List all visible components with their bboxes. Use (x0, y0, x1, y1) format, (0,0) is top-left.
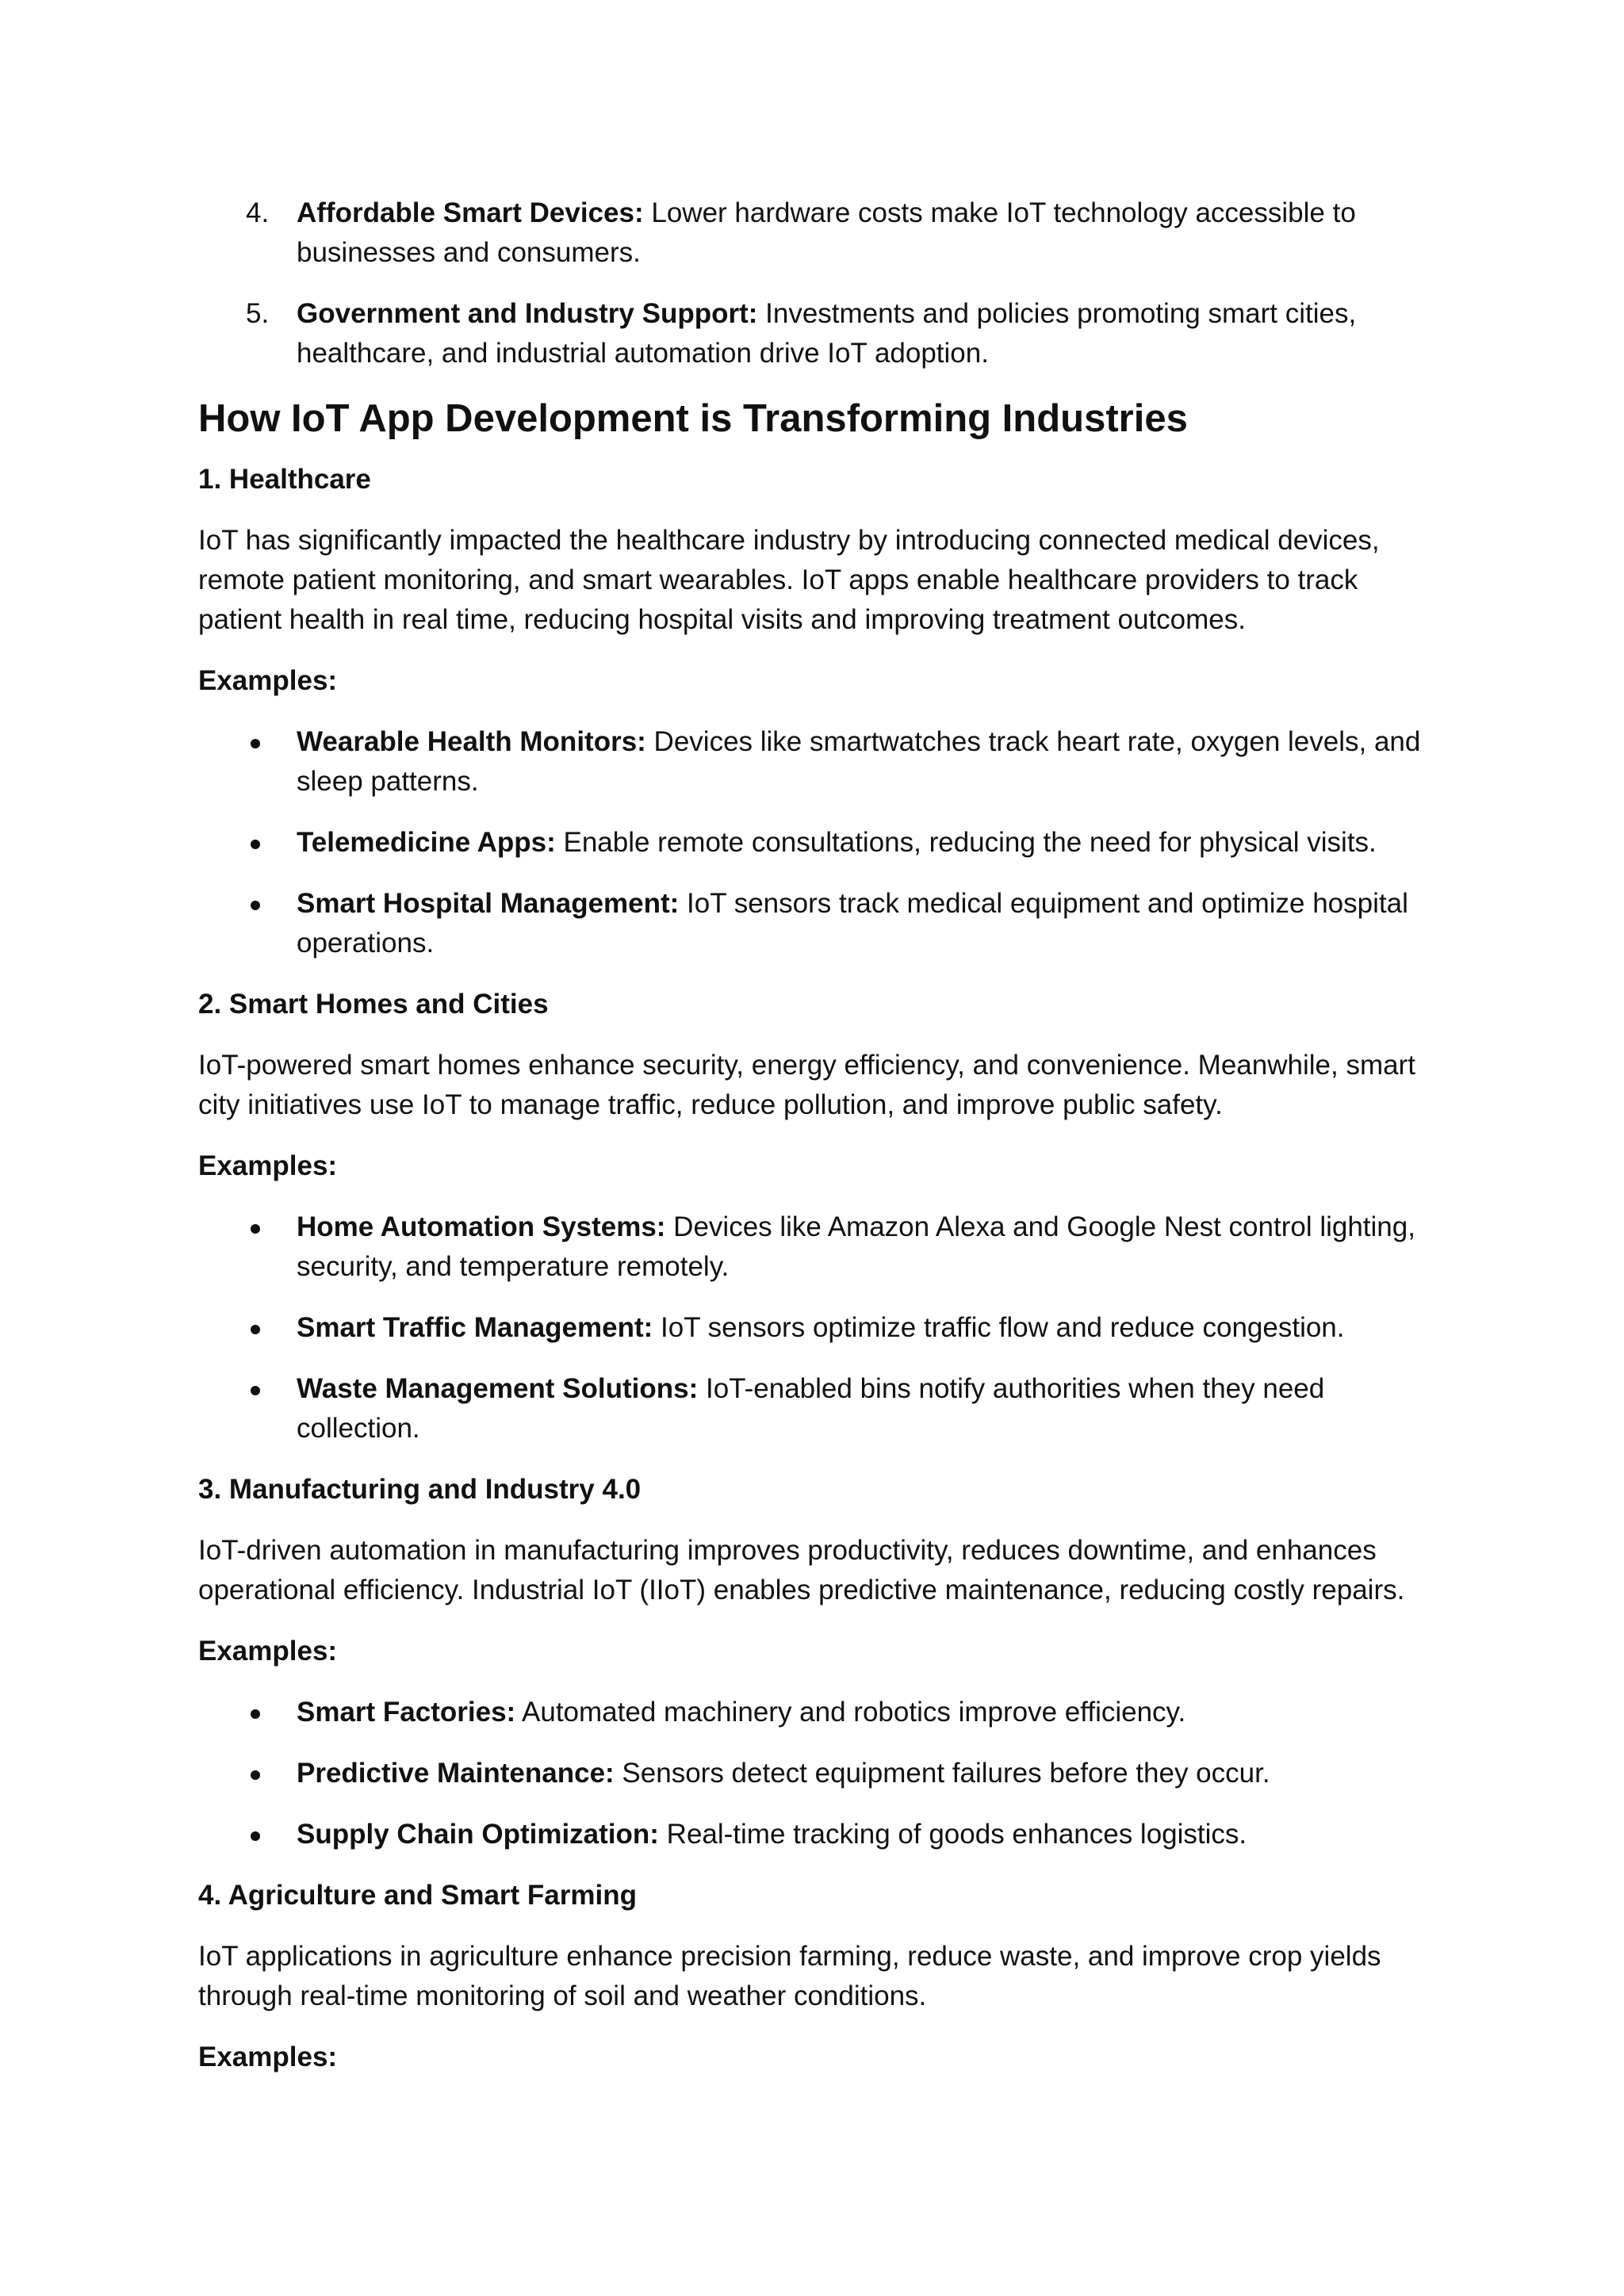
bullet-list (198, 1207, 1435, 1448)
bullet-list (198, 1693, 1435, 1854)
list-item-title: Telemedicine Apps: (297, 827, 556, 858)
section-heading: 3. Manufacturing and Industry 4.0 (198, 1474, 642, 1505)
list-item-title: Smart Hospital Management: (297, 888, 680, 919)
list-item-text: Real-time tracking of goods enhances logistics. (658, 1819, 1247, 1850)
list-item (198, 294, 1435, 373)
list-item-text: Sensors detect equipment failures before they occur. (614, 1758, 1270, 1789)
list-item (198, 1815, 1435, 1854)
list-item (198, 1693, 1435, 1732)
bullet-icon (251, 1386, 260, 1395)
section-heading: 1. Healthcare (198, 464, 371, 495)
list-item-title: Predictive Maintenance: (297, 1758, 615, 1789)
numbered-list (198, 193, 1435, 373)
section-paragraph: IoT has significantly impacted the healthcare industry by introducing connected medical devices, remote patient monitoring, and smart wearables. IoT apps enable healthcare providers to track patient health in real time, reducing hospital visits and improving treatment outcomes. (198, 525, 1380, 635)
bullet-icon (251, 1325, 260, 1334)
list-item-text: Enable remote consultations, reducing the need for physical visits. (555, 827, 1377, 858)
section-smart-homes (198, 985, 1435, 1448)
list-item-title: Smart Traffic Management: (297, 1312, 653, 1343)
section-paragraph: IoT applications in agriculture enhance precision farming, reduce waste, and improve crop yields through real-time monitoring of soil and weather conditions. (198, 1941, 1381, 2011)
bullet-icon (251, 739, 260, 748)
list-item-text: Lower hardware costs make IoT technology accessible to businesses and consumers. (297, 197, 1356, 268)
list-item (198, 1369, 1435, 1448)
list-item (198, 1754, 1435, 1793)
section-paragraph: IoT-driven automation in manufacturing improves productivity, reduces downtime, and enhances operational efficiency. Industrial IoT (IIoT) enables predictive maintenance, reducing costly repairs. (198, 1535, 1405, 1605)
list-item (198, 193, 1435, 273)
list-item-text: Investments and policies promoting smart cities, healthcare, and industrial automation drive IoT adoption. (297, 298, 1357, 369)
list-number: 4. (246, 197, 270, 228)
list-item (198, 722, 1435, 802)
list-item-title: Supply Chain Optimization: (297, 1819, 659, 1850)
list-item (198, 1308, 1435, 1348)
examples-label: Examples: (198, 2042, 338, 2072)
list-item (198, 823, 1435, 863)
section-main-heading: How IoT App Development is Transforming Industries (198, 397, 1188, 440)
bullet-icon (251, 1224, 260, 1234)
list-item-title: Home Automation Systems: (297, 1211, 666, 1242)
list-item (198, 884, 1435, 963)
bullet-icon (251, 1831, 260, 1841)
section-agriculture (198, 1876, 1435, 2077)
list-item-title: Government and Industry Support: (297, 298, 758, 329)
list-item-title: Affordable Smart Devices: (297, 197, 644, 228)
list-item-text: Automated machinery and robotics improve efficiency. (515, 1697, 1186, 1728)
section-heading: 4. Agriculture and Smart Farming (198, 1880, 637, 1911)
section-manufacturing (198, 1470, 1435, 1854)
section-heading: 2. Smart Homes and Cities (198, 989, 549, 1020)
bullet-icon (251, 1709, 260, 1719)
document-content (198, 193, 1435, 2099)
list-item-text: Devices like Amazon Alexa and Google Nest control lighting, security, and temperature remotely. (297, 1211, 1415, 1282)
section-paragraph: IoT-powered smart homes enhance security, energy efficiency, and convenience. Meanwhile, smart city initiatives use IoT to manage traffic, reduce pollution, and improve public safety. (198, 1050, 1415, 1120)
list-item-text: Devices like smartwatches track heart rate, oxygen levels, and sleep patterns. (297, 726, 1421, 797)
examples-label: Examples: (198, 1150, 338, 1181)
bullet-icon (251, 901, 260, 910)
examples-label: Examples: (198, 665, 338, 696)
bullet-icon (251, 1770, 260, 1780)
list-item-title: Waste Management Solutions: (297, 1373, 699, 1404)
bullet-list (198, 722, 1435, 963)
section-healthcare (198, 460, 1435, 963)
list-item-text: IoT-enabled bins notify authorities when they need collection. (297, 1373, 1325, 1444)
examples-label: Examples: (198, 1636, 338, 1667)
list-item-text: IoT sensors optimize traffic flow and reduce congestion. (653, 1312, 1345, 1343)
list-number: 5. (246, 298, 270, 329)
list-item-title: Wearable Health Monitors: (297, 726, 646, 757)
list-item-text: IoT sensors track medical equipment and optimize hospital operations. (297, 888, 1408, 959)
bullet-icon (251, 840, 260, 849)
list-item-title: Smart Factories: (297, 1697, 516, 1728)
list-item (198, 1207, 1435, 1287)
